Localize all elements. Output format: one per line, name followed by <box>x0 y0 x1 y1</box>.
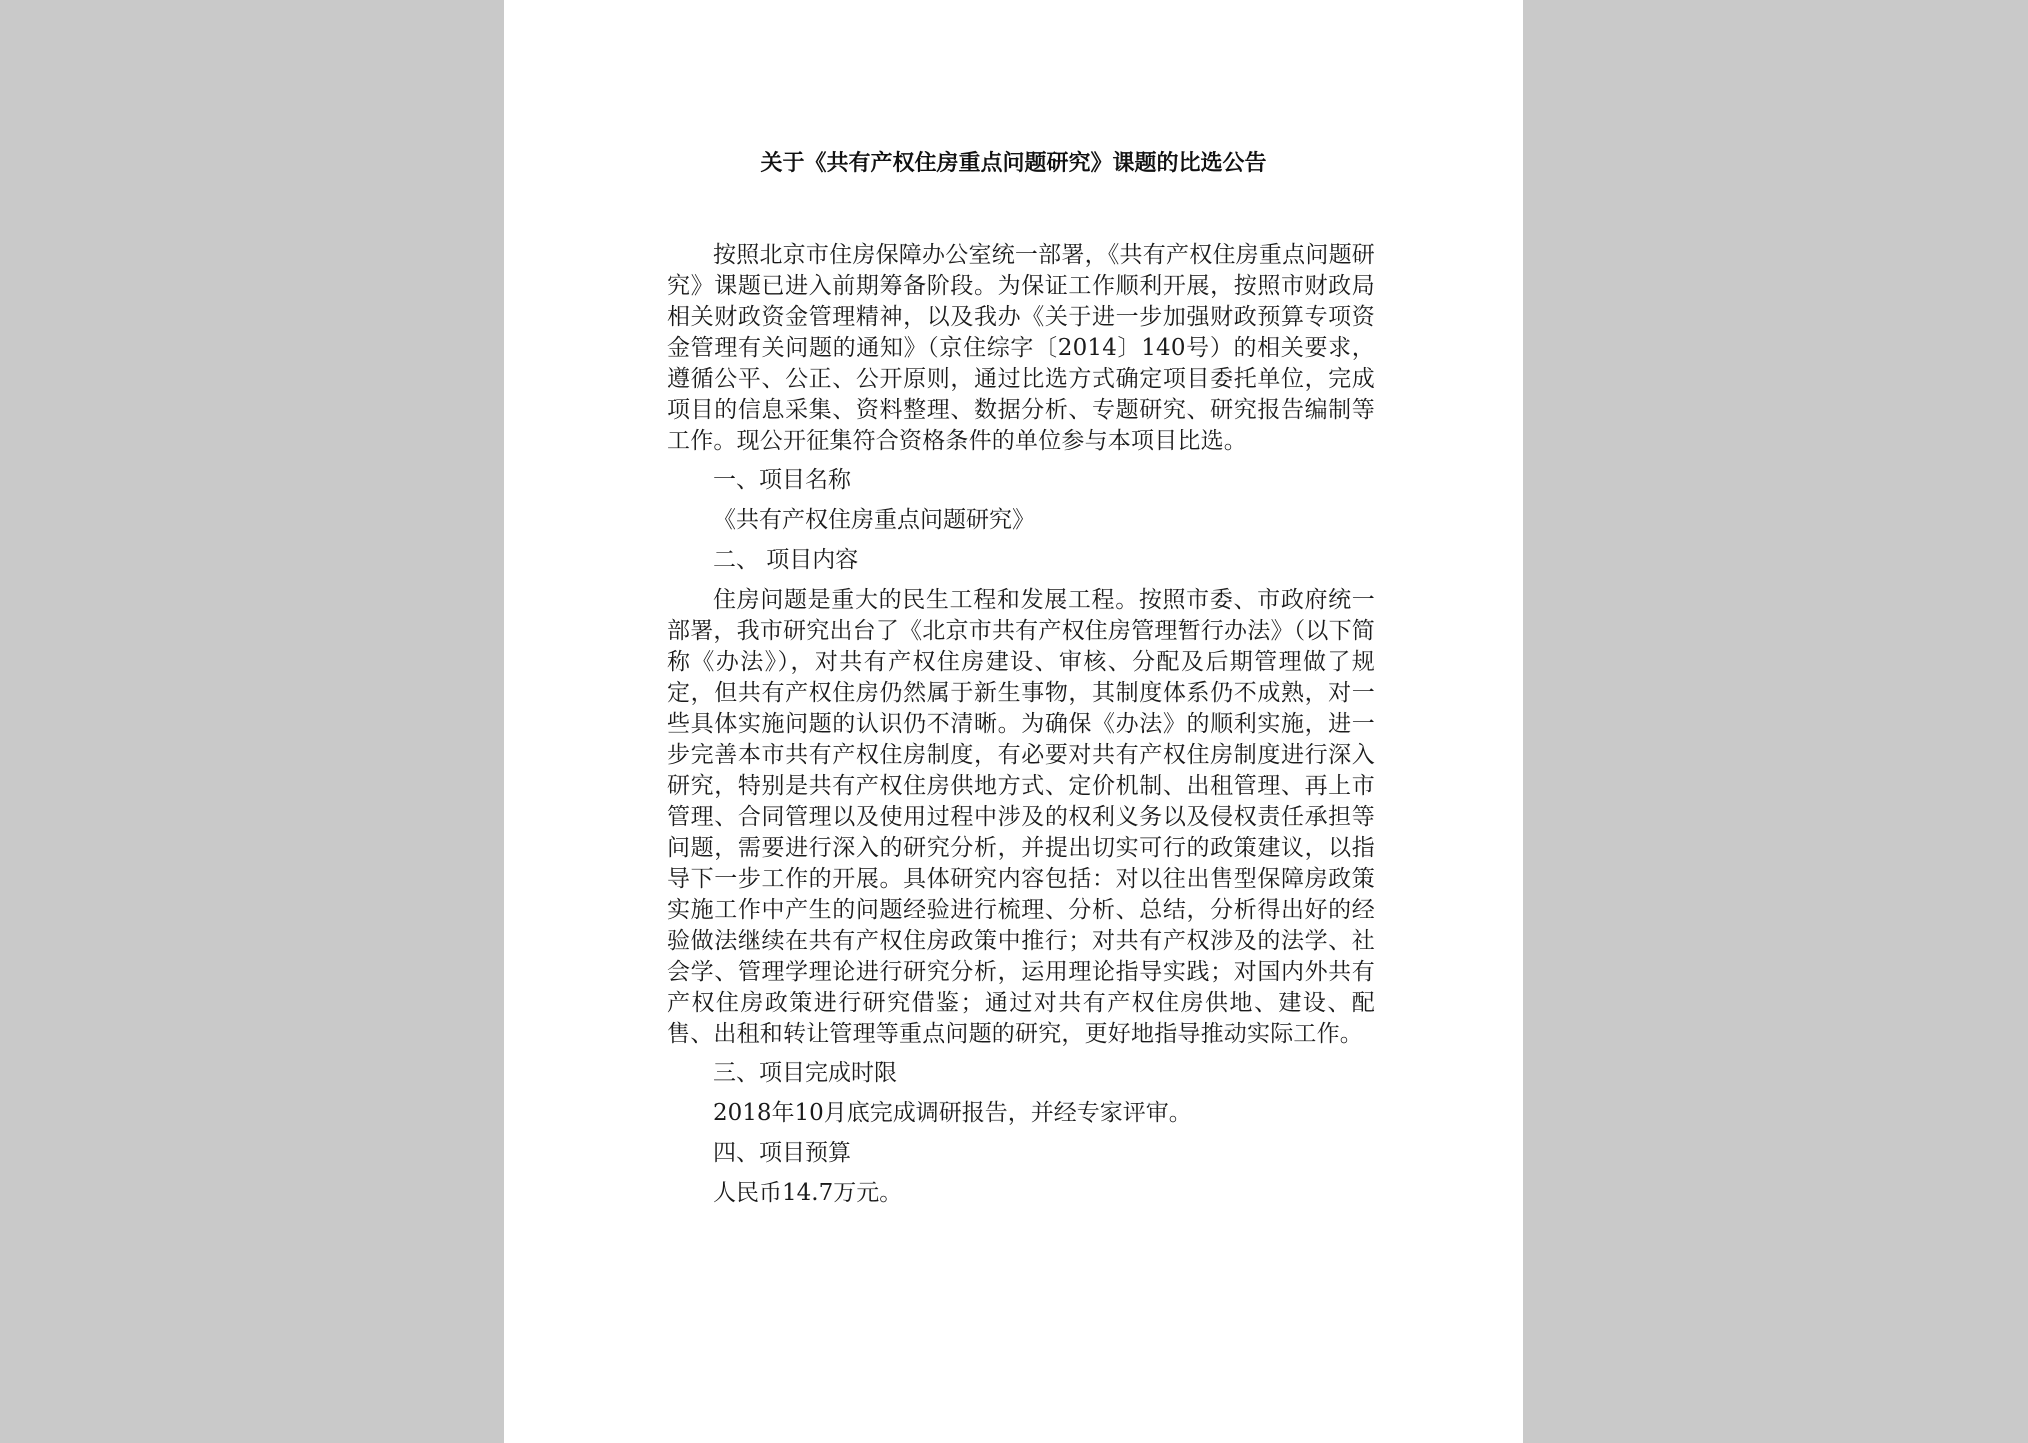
section-heading-deadline: 三、项目完成时限 <box>713 1060 897 1086</box>
section-heading-budget: 四、项目预算 <box>713 1140 851 1166</box>
document-title: 关于《共有产权住房重点问题研究》课题的比选公告 <box>760 150 1267 176</box>
section-heading-project-name: 一、项目名称 <box>713 467 851 493</box>
project-name-text: 《共有产权住房重点问题研究》 <box>713 507 1035 533</box>
document-page <box>504 0 1523 1443</box>
budget-text: 人民币14.7万元。 <box>713 1180 903 1206</box>
intro-paragraph: 按照北京市住房保障办公室统一部署，《共有产权住房重点问题研究》课题已进入前期筹备阶段。为保证工作顺利开展，按照市财政局相关财政资金管理精神，以及我办《关于进一步加强财政预算专项资金管理有关问题的通知》（京住综字〔2014〕140号）的相关要求，遵循公平、公正、公开原则，通过比选方式确定项目委托单位，完成项目的信息采集、资料整理、数据分析、专题研究、研究报告编制等工作。现公开征集符合资格条件的单位参与本项目比选。 <box>667 242 1375 454</box>
section-heading-project-content: 二、 项目内容 <box>713 547 859 573</box>
deadline-text: 2018年10月底完成调研报告，并经专家评审。 <box>713 1100 1192 1126</box>
project-content-paragraph: 住房问题是重大的民生工程和发展工程。按照市委、市政府统一部署，我市研究出台了《北京市共有产权住房管理暂行办法》（以下简称《办法》），对共有产权住房建设、审核、分配及后期管理做了规定，但共有产权住房仍然属于新生事物，其制度体系仍不成熟，对一些具体实施问题的认识仍不清晰。为确保《办法》的顺利实施，进一步完善本市共有产权住房制度，有必要对共有产权住房制度进行深入研究，特别是共有产权住房供地方式、定价机制、出租管理、再上市管理、合同管理以及使用过程中涉及的权利义务以及侵权责任承担等问题，需要进行深入的研究分析，并提出切实可行的政策建议，以指导下一步工作的开展。具体研究内容包括：对以往出售型保障房政策实施工作中产生的问题经验进行梳理、分析、总结，分析得出好的经验做法继续在共有产权住房政策中推行；对共有产权涉及的法学、社会学、管理学理论进行研究分析，运用理论指导实践；对国内外共有产权住房政策进行研究借鉴；通过对共有产权住房供地、建设、配售、出租和转让管理等重点问题的研究，更好地指导推动实际工作。 <box>667 587 1375 1047</box>
document-body <box>667 240 1375 1209</box>
